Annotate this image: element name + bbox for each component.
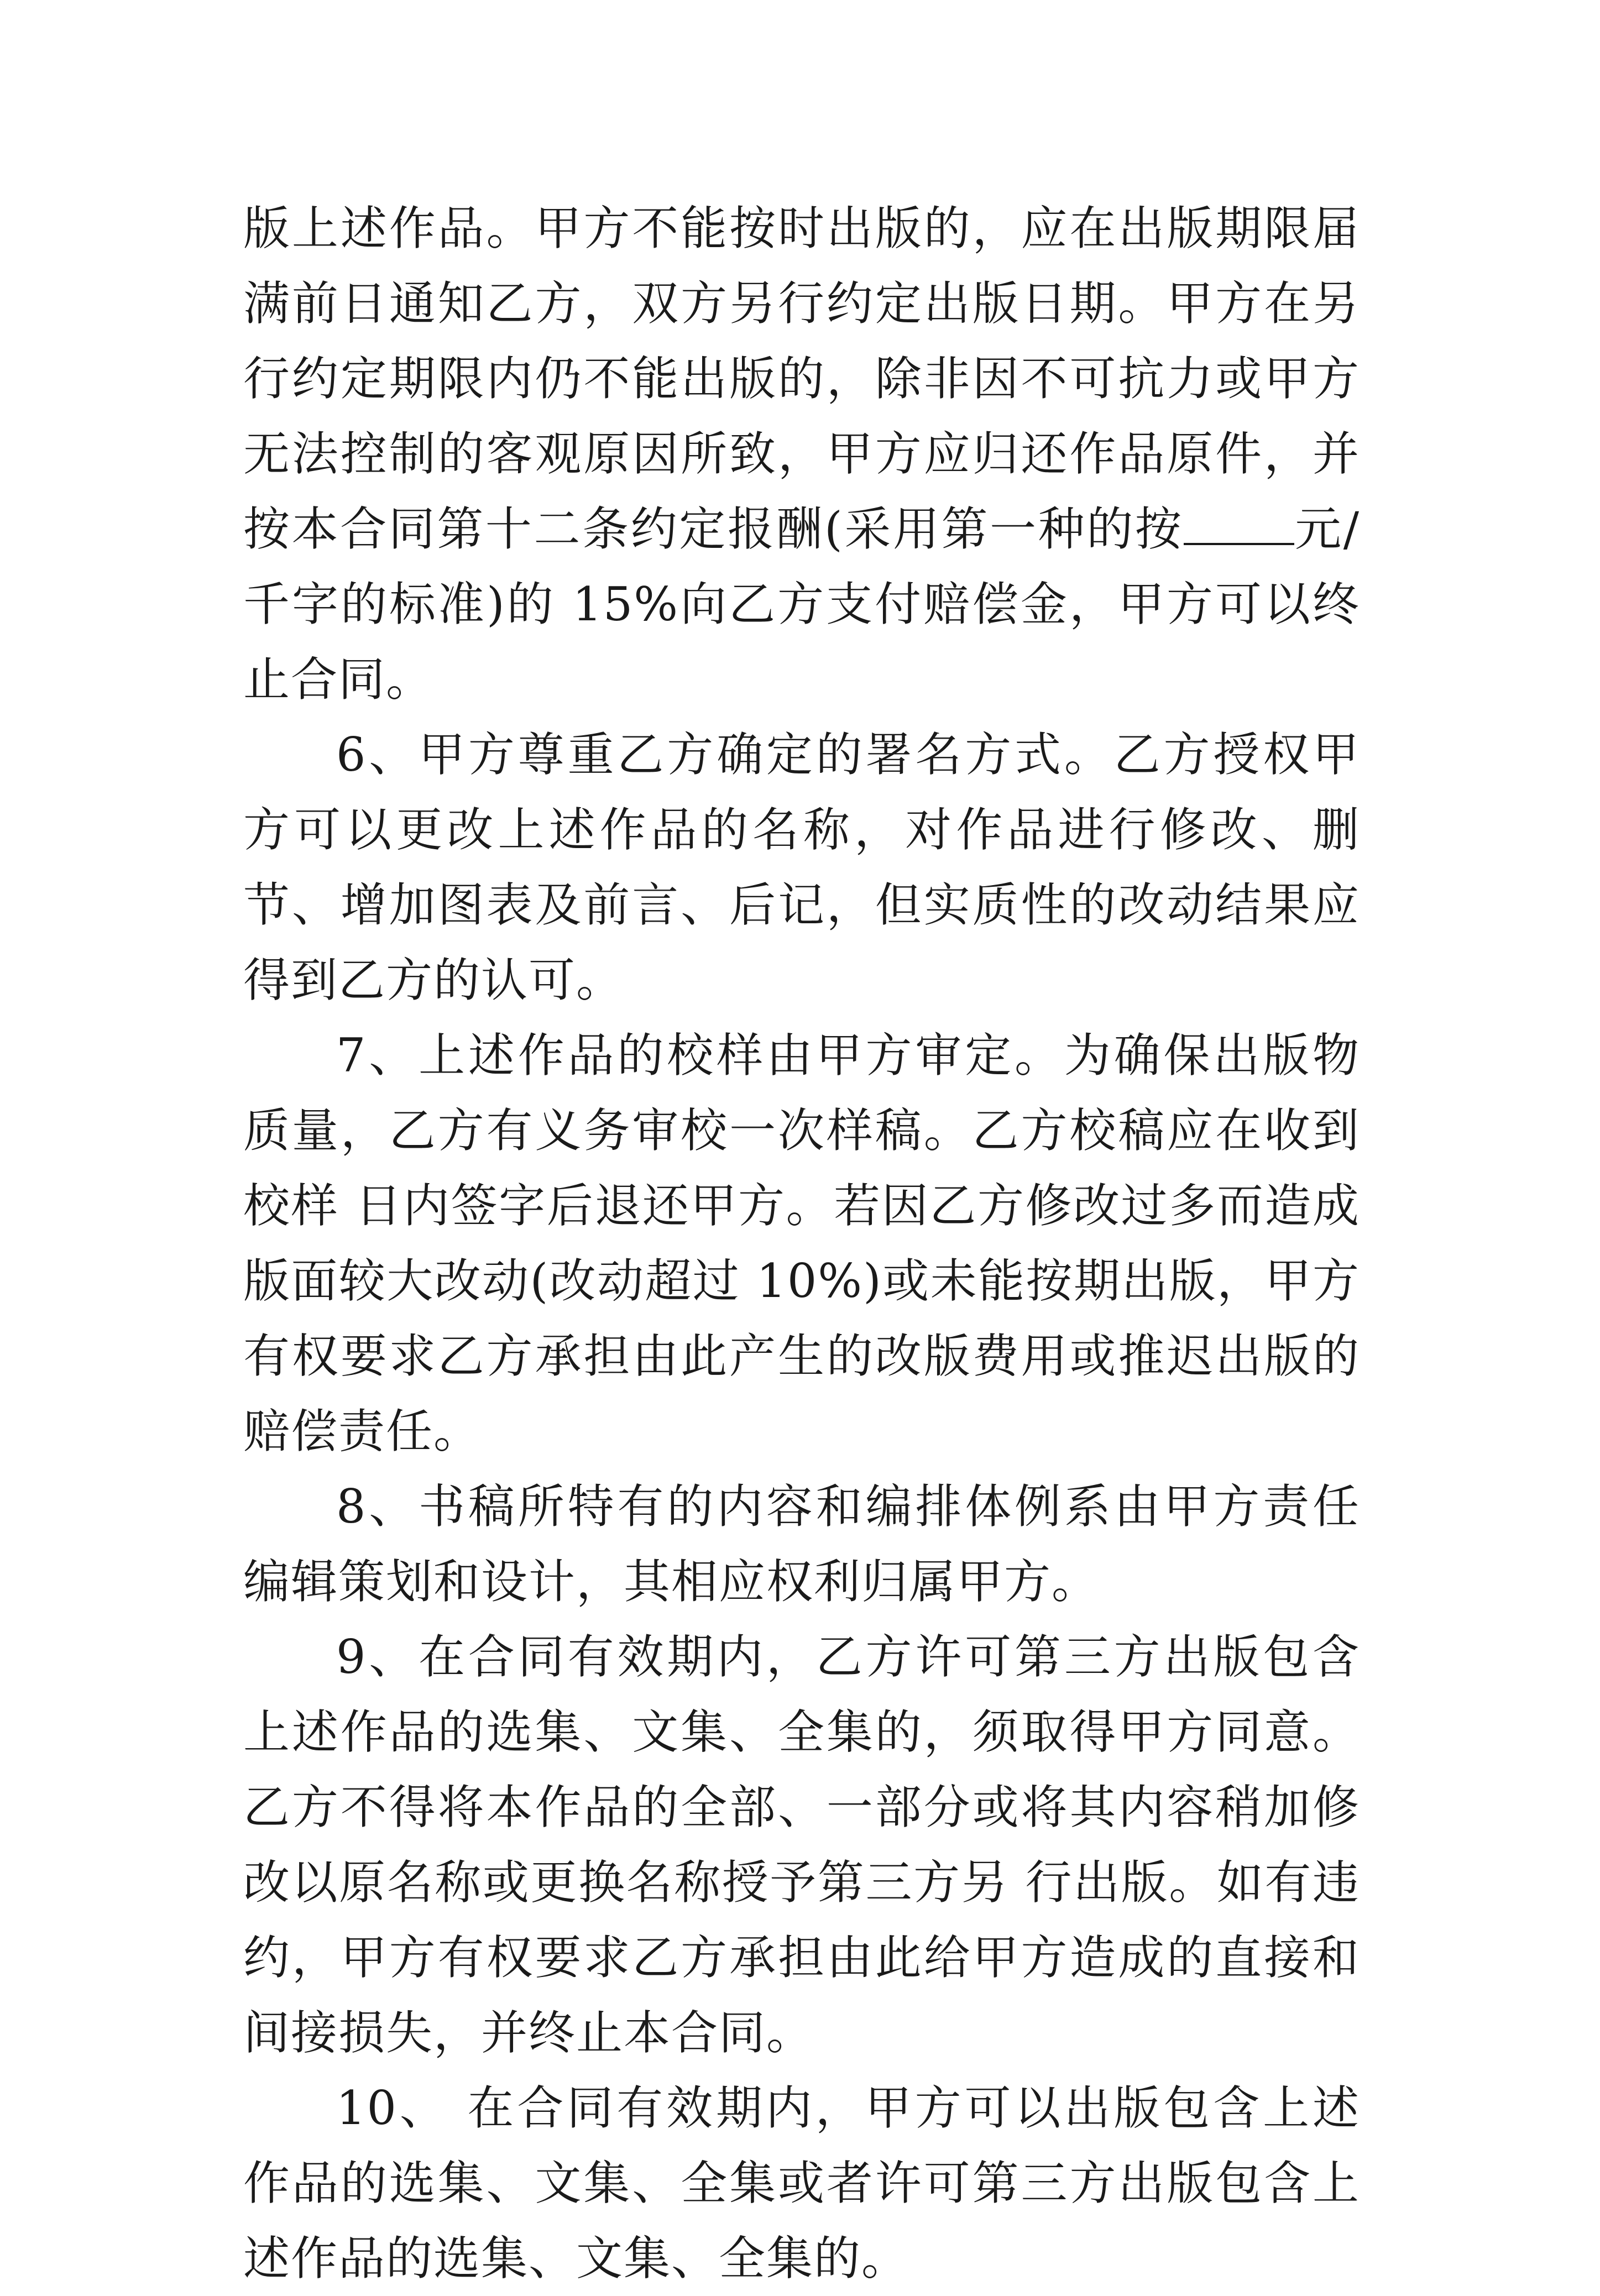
clause-7: 7、上述作品的校样由甲方审定。为确保出版物质量，乙方有义务审校一次样稿。乙方校稿应在收到校样 日内签字后退还甲方。若因乙方修改过多而造成版面较大改动(改动超过 10%)或未能按期出版，甲方有权要求乙方承担由此产生的改版费用或推迟出版的赔偿责任。 (243, 1028, 1360, 1458)
paragraph-continuation (243, 191, 1360, 717)
clause-10: 10、 在合同有效期内，甲方可以出版包含上述作品的选集、文集、全集或者许可第三方出版包含上述作品的选集、文集、全集的。 (243, 2081, 1360, 2285)
paragraph-text: 版上述作品。甲方不能按时出版的，应在出版期限届满前日通知乙方，双方另行约定出版日期。甲方在另行约定期限内仍不能出版的，除非因不可抗力或甲方无法控制的客观原因所致，甲方应归还作品原件，并按本合同第十二条约定报酬(采用第一种的按 (243, 201, 1360, 556)
clause-6: 6、甲方尊重乙方确定的署名方式。乙方授权甲方可以更改上述作品的名称，对作品进行修改、删节、增加图表及前言、后记，但实质性的改动结果应得到乙方的认可。 (243, 728, 1360, 1007)
clause-9: 9、在合同有效期内，乙方许可第三方出版包含上述作品的选集、文集、全集的，须取得甲方同意。乙方不得将本作品的全部、一部分或将其内容稍加修改以原名称或更换名称授予第三方另 行出版。如有违约，甲方有权要求乙方承担由此给甲方造成的直接和间接损失，并终止本合同。 (243, 1630, 1360, 2060)
document-body (243, 191, 1360, 2296)
clause-8: 8、书稿所特有的内容和编排体例系由甲方责任编辑策划和设计，其相应权利归属甲方。 (243, 1479, 1360, 1609)
fill-in-blank (1184, 504, 1294, 545)
paragraph-text: 元/千字的标准)的 15%向乙方支付赔偿金，甲方可以终止合同。 (243, 502, 1360, 707)
